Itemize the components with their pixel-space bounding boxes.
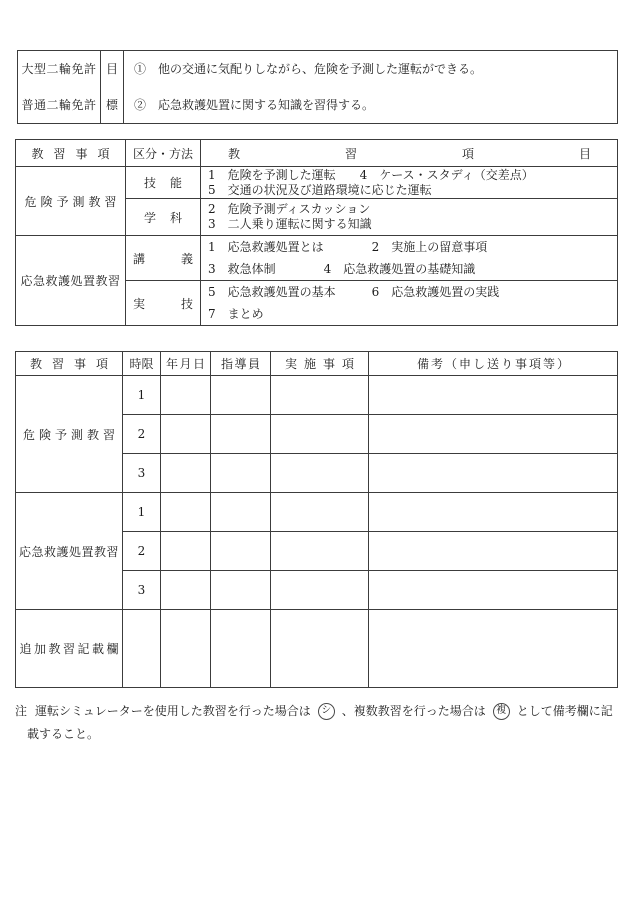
goal-char-top: 目 <box>101 51 124 87</box>
header-training-content: 教 習 項 目 <box>201 140 618 167</box>
method-practice: 実 技 <box>126 281 201 326</box>
header-performed-items: 実施事項 <box>271 352 369 376</box>
section-hazard-prediction: 危険予測教習 <box>16 376 123 493</box>
note-text-1: 運転シミュレーターを使用した教習を行った場合は <box>35 704 311 718</box>
goal-text-1: ① 他の交通に気配りしながら、危険を予測した運転ができる。 <box>124 51 618 87</box>
license-type-large-motorcycle: 大型二輪免許 <box>21 62 97 77</box>
performed-cell <box>271 571 369 610</box>
performed-cell <box>271 493 369 532</box>
performed-cell <box>271 376 369 415</box>
instructor-cell <box>211 493 271 532</box>
date-cell <box>161 454 211 493</box>
note-text-3: として備考欄に記 <box>516 704 613 718</box>
section-hazard-prediction: 危険予測教習 <box>16 167 126 236</box>
instructor-cell <box>211 532 271 571</box>
date-cell <box>161 376 211 415</box>
goal-row <box>18 87 618 124</box>
method-lecture: 講 義 <box>126 236 201 281</box>
circled-shi-mark: シ <box>318 703 335 720</box>
instructor-cell <box>211 376 271 415</box>
remarks-cell <box>369 571 618 610</box>
instructor-cell <box>211 415 271 454</box>
items-skill: 1 危険を予測した運転 4 ケース・スタディ（交差点） 5 交通の状況及び道路環境に応じた運転 <box>201 167 618 199</box>
period-cell: 1 <box>123 493 161 532</box>
instructor-cell <box>211 610 271 688</box>
goal-text-2: ② 応急救護処置に関する知識を習得する。 <box>124 87 618 124</box>
circled-fuku-mark: 複 <box>493 703 510 720</box>
remarks-cell <box>369 532 618 571</box>
method-skill: 技 能 <box>126 167 201 199</box>
license-type-standard-motorcycle: 普通二輪免許 <box>21 98 97 113</box>
curriculum-row-lecture <box>16 236 618 281</box>
record-row <box>16 376 618 415</box>
header-remarks: 備考（申し送り事項等） <box>369 352 618 376</box>
date-cell <box>161 493 211 532</box>
remarks-cell <box>369 376 618 415</box>
instructor-cell <box>211 571 271 610</box>
section-first-aid: 応急救護処置教習 <box>16 493 123 610</box>
note-text-2: 、複数教習を行った場合は <box>341 704 486 718</box>
items-practice: 5 応急救護処置の基本 6 応急救護処置の実践 7 まとめ <box>201 281 618 326</box>
header-date: 年月日 <box>161 352 211 376</box>
period-cell: 2 <box>123 415 161 454</box>
footer-note-line2: 載すること。 <box>27 727 100 741</box>
footer-note-line1 <box>15 701 617 721</box>
remarks-cell <box>369 610 618 688</box>
items-theory: 2 危険予測ディスカッション 3 二人乗り運転に関する知識 <box>201 199 618 236</box>
record-row-additional <box>16 610 618 688</box>
header-training-item: 教習事項 <box>16 140 126 167</box>
period-cell: 3 <box>123 571 161 610</box>
record-header-row <box>16 352 618 376</box>
remarks-cell <box>369 454 618 493</box>
header-period: 時限 <box>123 352 161 376</box>
instructor-cell <box>211 454 271 493</box>
method-theory: 学 科 <box>126 199 201 236</box>
record-row <box>16 493 618 532</box>
date-cell <box>161 415 211 454</box>
curriculum-header-row <box>16 140 618 167</box>
period-cell: 2 <box>123 532 161 571</box>
goal-char-bottom: 標 <box>101 87 124 124</box>
date-cell <box>161 532 211 571</box>
date-cell <box>161 571 211 610</box>
curriculum-row-skill <box>16 167 618 199</box>
header-instructor: 指導員 <box>211 352 271 376</box>
performed-cell <box>271 415 369 454</box>
header-category-method: 区分・方法 <box>126 140 201 167</box>
period-cell: 3 <box>123 454 161 493</box>
curriculum-table <box>15 139 618 326</box>
period-cell <box>123 610 161 688</box>
period-cell: 1 <box>123 376 161 415</box>
note-prefix: 注 <box>15 704 28 718</box>
section-first-aid: 応急救護処置教習 <box>16 236 126 326</box>
remarks-cell <box>369 493 618 532</box>
section-additional-training: 追加教習記載欄 <box>16 610 123 688</box>
performed-cell <box>271 454 369 493</box>
record-table <box>15 351 618 688</box>
header-training-item: 教習事項 <box>16 352 123 376</box>
performed-cell <box>271 610 369 688</box>
remarks-cell <box>369 415 618 454</box>
footer-note <box>15 701 617 744</box>
items-lecture: 1 応急救護処置とは 2 実施上の留意事項 3 救急体制 4 応急救護処置の基礎知識 <box>201 236 618 281</box>
performed-cell <box>271 532 369 571</box>
date-cell <box>161 610 211 688</box>
goal-row <box>18 51 618 87</box>
goal-table <box>17 50 618 124</box>
